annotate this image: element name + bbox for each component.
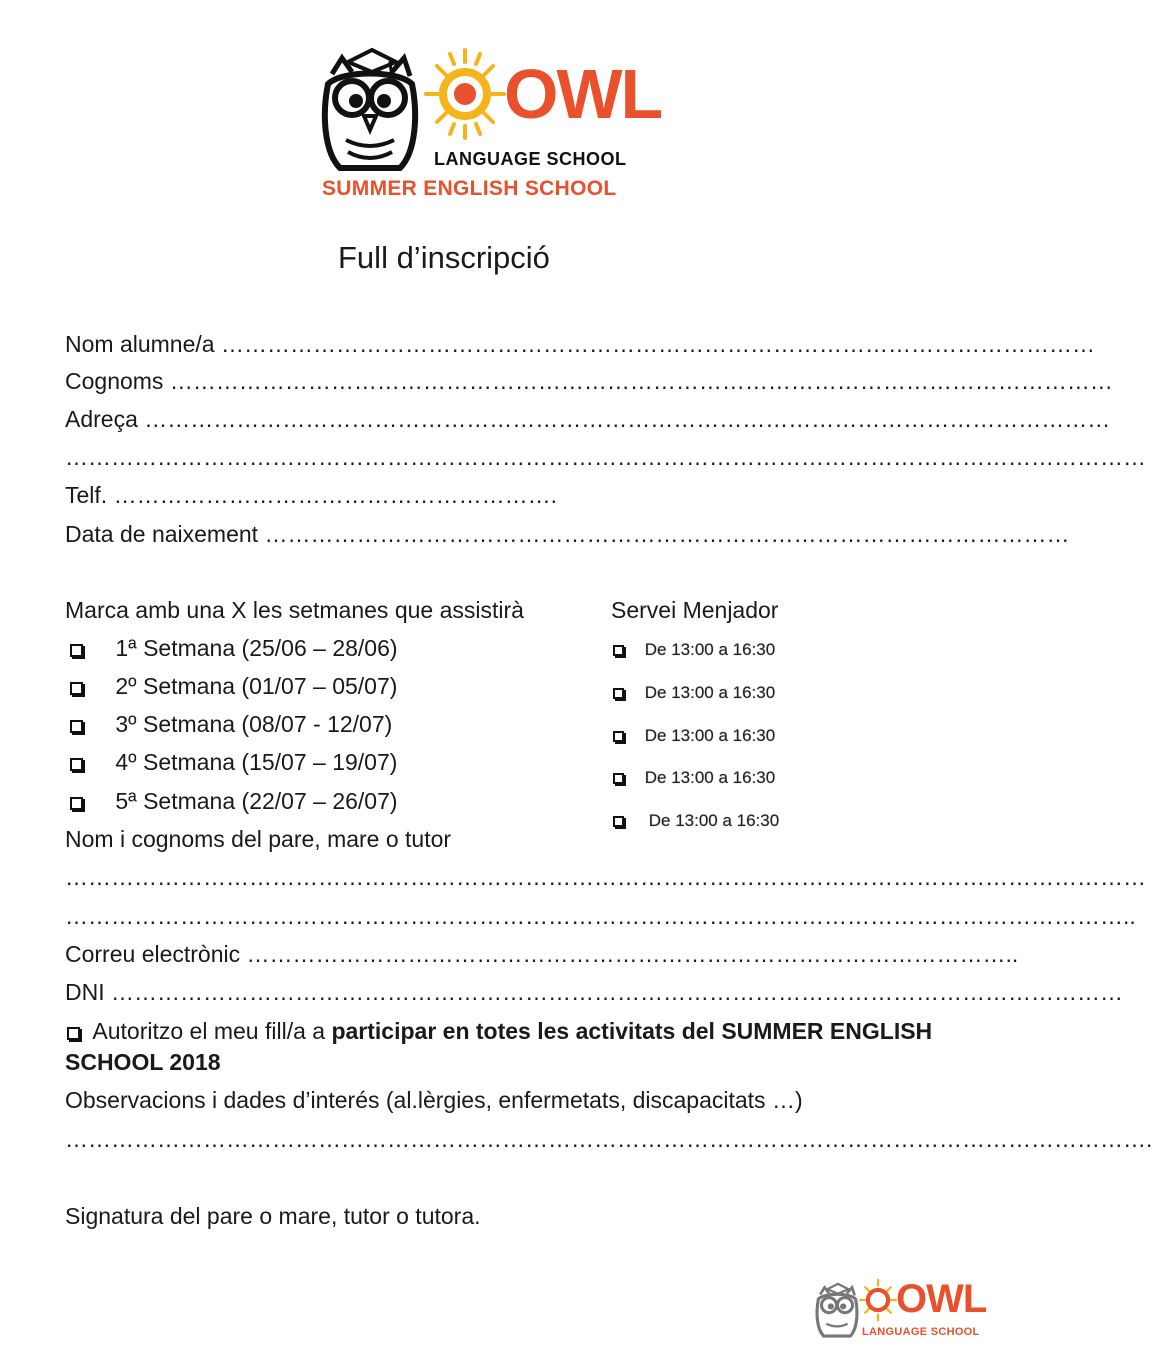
menjador-label: De 13:00 a 16:30 xyxy=(648,811,780,830)
week-label: 1ª Setmana (25/06 – 28/06) xyxy=(115,635,398,661)
footer-logo-subtitle: LANGUAGE SCHOOL xyxy=(862,1326,980,1338)
logo-subtitle: LANGUAGE SCHOOL xyxy=(434,149,627,169)
authorization-bold-cont: SCHOOL 2018 xyxy=(65,1049,221,1075)
menjador-label: De 13:00 a 16:30 xyxy=(644,683,776,702)
field-adreca[interactable]: Adreça ……………………………………………………………………………………………………………… xyxy=(65,406,1111,432)
field-dni[interactable]: DNI …………………………………………………………………………………………………………………… xyxy=(65,979,1123,1005)
menjador-option[interactable] xyxy=(613,725,775,747)
week-label: 5ª Setmana (22/07 – 26/07) xyxy=(115,788,398,814)
week-option[interactable] xyxy=(70,786,398,816)
weeks-heading: Marca amb una X les setmanes que assistirà xyxy=(65,597,524,623)
authorization-bold: participar en totes les activitats del SUMMER ENGLISH xyxy=(331,1018,933,1044)
menjador-heading: Servei Menjador xyxy=(611,597,779,623)
footer-logo-word: OWL xyxy=(896,1277,987,1321)
field-correu[interactable]: Correu electrònic ……………………………………………………………………………………….. xyxy=(65,941,1019,967)
menjador-label: De 13:00 a 16:30 xyxy=(644,768,776,787)
authorization-option[interactable] xyxy=(67,1016,932,1046)
week-option[interactable] xyxy=(70,671,397,701)
menjador-label: De 13:00 a 16:30 xyxy=(644,726,776,745)
checkbox-icon[interactable] xyxy=(613,645,624,656)
observacions-field[interactable]: ……………………………………………………………………………………………………………………………. xyxy=(65,1126,1152,1152)
footer-logo xyxy=(814,1276,987,1346)
week-label: 4º Setmana (15/07 – 19/07) xyxy=(115,749,398,775)
tutor-field-line-1[interactable]: …………………………………………………………………………………………………………………………… xyxy=(65,864,1146,890)
logo-tagline: SUMMER ENGLISH SCHOOL xyxy=(322,177,617,200)
field-telf[interactable]: Telf. …………………………………………………. xyxy=(65,482,557,508)
week-option[interactable] xyxy=(70,709,392,739)
checkbox-icon[interactable] xyxy=(613,688,624,699)
field-adreca-cont[interactable]: …………………………………………………………………………………………………………………………… xyxy=(65,444,1146,470)
checkbox-icon[interactable] xyxy=(613,816,624,827)
logo-word: OWL xyxy=(504,55,662,133)
week-option[interactable] xyxy=(70,633,398,663)
checkbox-icon[interactable] xyxy=(613,731,624,742)
checkbox-icon[interactable] xyxy=(70,682,83,695)
tutor-label: Nom i cognoms del pare, mare o tutor xyxy=(65,826,452,852)
field-cognoms[interactable]: Cognoms …………………………………………………………………………………………………………… xyxy=(65,368,1113,394)
tutor-field-line-2[interactable]: ………………………………………………………………………………………………………………………….. xyxy=(65,903,1136,929)
field-nom[interactable]: Nom alumne/a …………………………………………………………………………………………………… xyxy=(65,331,1095,357)
sun-icon xyxy=(858,1278,898,1322)
field-naixement[interactable]: Data de naixement …………………………………………………………………………………………… xyxy=(65,521,1070,547)
checkbox-icon[interactable] xyxy=(67,1027,80,1040)
menjador-option[interactable] xyxy=(613,810,779,832)
menjador-option[interactable] xyxy=(613,682,775,704)
checkbox-icon[interactable] xyxy=(70,720,83,733)
authorization-plain: Autoritzo el meu fill/a a xyxy=(92,1018,332,1044)
checkbox-icon[interactable] xyxy=(70,644,83,657)
week-label: 3º Setmana (08/07 - 12/07) xyxy=(115,711,393,737)
header-logo xyxy=(318,44,662,206)
owl-icon xyxy=(318,44,422,174)
sun-icon xyxy=(422,46,508,142)
week-label: 2º Setmana (01/07 – 05/07) xyxy=(115,673,398,699)
menjador-option[interactable] xyxy=(613,639,775,661)
menjador-option[interactable] xyxy=(613,767,775,789)
menjador-label: De 13:00 a 16:30 xyxy=(644,640,776,659)
observacions-label: Observacions i dades d’interés (al.lèrgies, enfermetats, discapacitats …) xyxy=(65,1087,803,1113)
checkbox-icon[interactable] xyxy=(70,758,83,771)
owl-icon xyxy=(814,1276,860,1344)
week-option[interactable] xyxy=(70,747,397,777)
checkbox-icon[interactable] xyxy=(70,797,83,810)
signature-label: Signatura del pare o mare, tutor o tutora. xyxy=(65,1203,481,1229)
checkbox-icon[interactable] xyxy=(613,773,624,784)
page-title: Full d’inscripció xyxy=(338,240,550,275)
